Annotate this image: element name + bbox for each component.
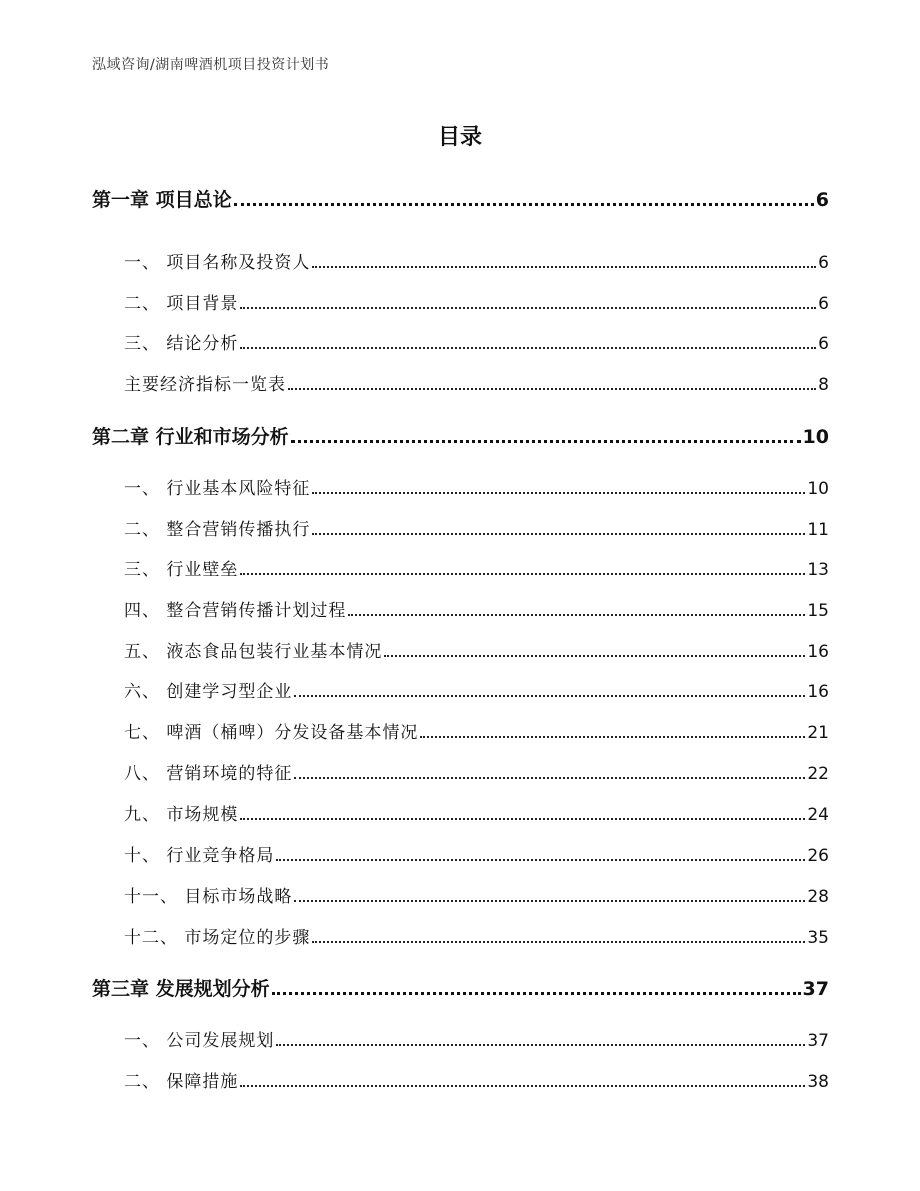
toc-entry-label: 六、 创建学习型企业 bbox=[124, 682, 293, 702]
toc-page-number: 38 bbox=[807, 1072, 829, 1092]
toc-page-number: 37 bbox=[802, 978, 829, 1000]
toc-page-number: 16 bbox=[807, 682, 829, 702]
toc-entry-label: 七、 啤酒（桶啤）分发设备基本情况 bbox=[124, 723, 419, 743]
toc-entry-label: 二、 保障措施 bbox=[124, 1072, 239, 1092]
toc-page-number: 6 bbox=[818, 334, 829, 354]
toc-chapter-entry[interactable] bbox=[92, 185, 829, 212]
toc-leader-dots bbox=[384, 655, 805, 657]
toc-leader-dots bbox=[240, 818, 805, 820]
toc-leader-dots bbox=[240, 573, 805, 575]
toc-leader-dots bbox=[294, 900, 805, 902]
toc-page-number: 10 bbox=[807, 479, 829, 499]
toc-entry-label: 五、 液态食品包装行业基本情况 bbox=[124, 642, 383, 662]
toc-leader-dots bbox=[312, 492, 805, 494]
toc-section-entry[interactable] bbox=[124, 370, 829, 395]
toc-leader-dots bbox=[288, 388, 816, 390]
toc-entry-label: 第一章 项目总论 bbox=[92, 189, 232, 211]
toc-entry-label: 十一、 目标市场战略 bbox=[124, 887, 293, 907]
toc-section-entry[interactable] bbox=[124, 923, 829, 948]
toc-page-number: 24 bbox=[807, 805, 829, 825]
toc-section-entry[interactable] bbox=[124, 1026, 829, 1051]
toc-entry-label: 一、 行业基本风险特征 bbox=[124, 479, 311, 499]
toc-leader-dots bbox=[420, 736, 805, 738]
toc-page-number: 16 bbox=[807, 642, 829, 662]
toc-section-entry[interactable] bbox=[124, 800, 829, 825]
toc-leader-dots bbox=[234, 203, 814, 206]
toc-page-number: 37 bbox=[807, 1031, 829, 1051]
toc-leader-dots bbox=[272, 992, 801, 995]
toc-section-entry[interactable] bbox=[124, 248, 829, 273]
toc-page-number: 6 bbox=[818, 294, 829, 314]
toc-entry-label: 一、 公司发展规划 bbox=[124, 1031, 275, 1051]
toc-entry-label: 二、 项目背景 bbox=[124, 294, 239, 314]
toc-entry-label: 二、 整合营销传播执行 bbox=[124, 520, 311, 540]
toc-page-number: 6 bbox=[815, 189, 829, 211]
toc-entry-label: 第二章 行业和市场分析 bbox=[92, 426, 289, 448]
toc-leader-dots bbox=[294, 695, 805, 697]
toc-section-entry[interactable] bbox=[124, 759, 829, 784]
toc-entry-label: 八、 营销环境的特征 bbox=[124, 764, 293, 784]
toc-entry-label: 十、 行业竞争格局 bbox=[124, 846, 275, 866]
toc-page-number: 10 bbox=[802, 426, 829, 448]
toc-section-entry[interactable] bbox=[124, 677, 829, 702]
toc-entry-label: 九、 市场规模 bbox=[124, 805, 239, 825]
page-title: 目录 bbox=[437, 125, 482, 150]
toc-leader-dots bbox=[312, 533, 805, 535]
toc-section-entry[interactable] bbox=[124, 289, 829, 314]
toc-section-entry[interactable] bbox=[124, 555, 829, 580]
toc-page-number: 28 bbox=[807, 887, 829, 907]
toc-page-number: 26 bbox=[807, 846, 829, 866]
toc-section-entry[interactable] bbox=[124, 515, 829, 540]
running-header: 泓域咨询/湖南啤酒机项目投资计划书 bbox=[92, 57, 330, 73]
toc-section-entry[interactable] bbox=[124, 329, 829, 354]
toc-leader-dots bbox=[291, 440, 801, 443]
toc-leader-dots bbox=[312, 266, 816, 268]
toc-page-number: 15 bbox=[807, 601, 829, 621]
toc-page-number: 21 bbox=[807, 723, 829, 743]
toc-page-number: 35 bbox=[807, 928, 829, 948]
toc-entry-label: 一、 项目名称及投资人 bbox=[124, 253, 311, 273]
toc-leader-dots bbox=[240, 1085, 805, 1087]
toc-leader-dots bbox=[240, 347, 816, 349]
toc-entry-label: 四、 整合营销传播计划过程 bbox=[124, 601, 347, 621]
toc-section-entry[interactable] bbox=[124, 718, 829, 743]
toc-section-entry[interactable] bbox=[124, 841, 829, 866]
toc-leader-dots bbox=[276, 1044, 805, 1046]
toc-chapter-entry[interactable] bbox=[92, 422, 829, 449]
toc-section-entry[interactable] bbox=[124, 596, 829, 621]
toc-section-entry[interactable] bbox=[124, 637, 829, 662]
toc-leader-dots bbox=[294, 777, 805, 779]
toc-leader-dots bbox=[240, 307, 816, 309]
toc-entry-label: 第三章 发展规划分析 bbox=[92, 978, 270, 1000]
toc-entry-label: 三、 行业壁垒 bbox=[124, 560, 239, 580]
toc-chapter-entry[interactable] bbox=[92, 974, 829, 1001]
toc-section-entry[interactable] bbox=[124, 882, 829, 907]
toc-page-number: 11 bbox=[807, 520, 829, 540]
toc-page-number: 22 bbox=[807, 764, 829, 784]
toc-leader-dots bbox=[276, 859, 805, 861]
toc-leader-dots bbox=[348, 614, 805, 616]
toc-section-entry[interactable] bbox=[124, 474, 829, 499]
toc-section-entry[interactable] bbox=[124, 1067, 829, 1092]
toc-entry-label: 三、 结论分析 bbox=[124, 334, 239, 354]
toc-entry-label: 十二、 市场定位的步骤 bbox=[124, 928, 311, 948]
toc-page-number: 8 bbox=[818, 375, 829, 395]
toc-page-number: 6 bbox=[818, 253, 829, 273]
toc-entry-label: 主要经济指标一览表 bbox=[124, 375, 286, 395]
toc-page-number: 13 bbox=[807, 560, 829, 580]
toc-leader-dots bbox=[312, 941, 805, 943]
